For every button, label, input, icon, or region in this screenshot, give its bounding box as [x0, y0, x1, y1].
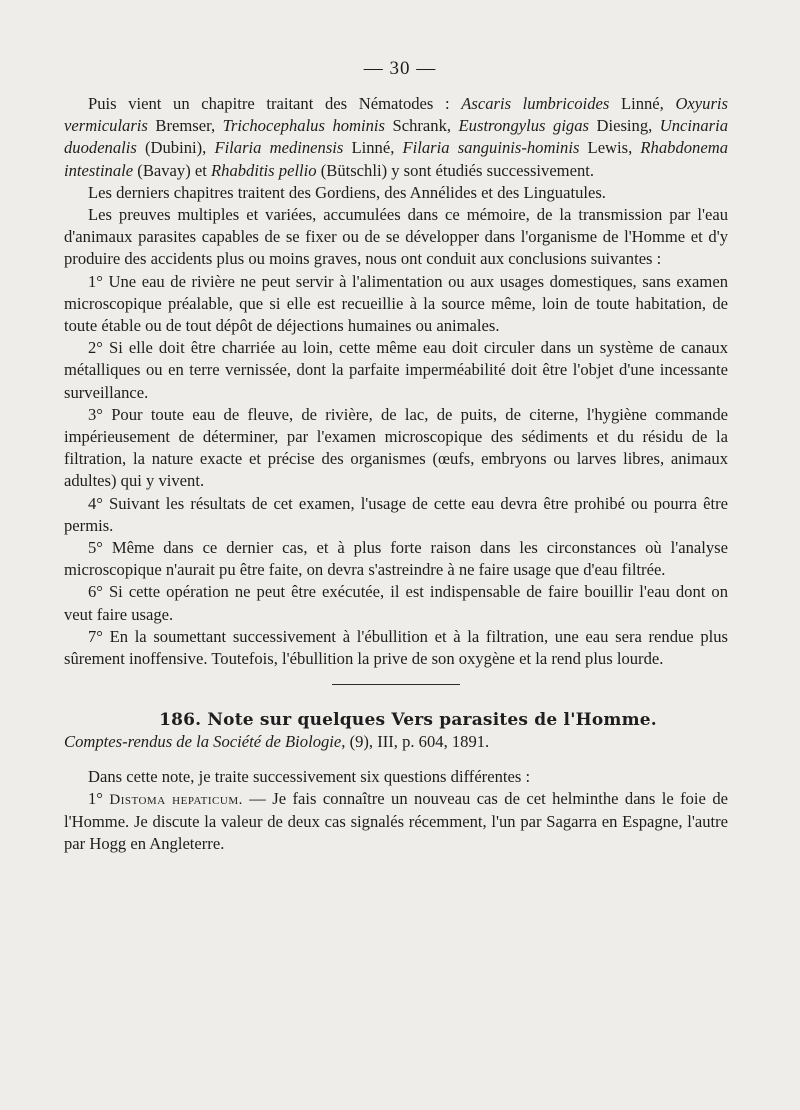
- conclusion-4: 4° Suivant les résultats de cet examen, l'usage de cette eau devra être prohibé ou pourra être permis.: [64, 493, 728, 535]
- conclusion-6: 6° Si cette opération ne peut être exécutée, il est indispensable de faire bouillir l'eau dont on veut faire usage.: [64, 582, 728, 624]
- final-chapters-paragraph: Les derniers chapitres traitent des Gordiens, des Annélides et des Linguatules.: [88, 182, 606, 202]
- conclusion-1: 1° Une eau de rivière ne peut servir à l'alimentation ou aux usages domestiques, sans examen microscopique préalable, que si elle est recueillie à la source même, loin de toute habitation, de toute étable ou de tout dépôt de déjections humaines ou animales.: [64, 271, 728, 336]
- page-number: — 30 —: [363, 58, 437, 79]
- conclusion-3: 3° Pour toute eau de fleuve, de rivière, de lac, de puits, de citerne, l'hygiène commande impérieusement de déterminer, par l'examen microscopique des sédiments et du résidu de la filtration, la nature exacte et précise des organismes (œufs, embryons ou larves libres, animaux adultes) qui y vivent.: [64, 404, 728, 491]
- section-divider: [332, 684, 460, 685]
- evidence-paragraph: Les preuves multiples et variées, accumulées dans ce mémoire, de la transmission par l'eau d'animaux parasites capables de se fixer ou de se développer dans l'organisme de l'Homme et d'y produire des accidents plus ou moins graves, nous ont conduit aux conclusions suivantes :: [64, 205, 728, 269]
- document-body: [64, 93, 728, 856]
- citation: Comptes-rendus de la Société de Biologie, (9), III, p. 604, 1891.: [64, 732, 490, 752]
- nematodes-paragraph: Puis vient un chapitre traitant des Nématodes : Ascaris lumbricoides Linné, Oxyuris vermicularis Bremser, Trichocephalus hominis Schrank, Eustrongylus gigas Diesing, Uncinaria duodenalis (Dubini), Filaria medinensis Linné, Filaria sanguinis-hominis Lewis, Rhabdonema intestinale (Bavay) et Rhabditis pellio (Bütschli) y sont étudiés successivement.: [64, 94, 728, 180]
- conclusion-5: 5° Même dans ce dernier cas, et à plus forte raison dans les circonstances où l'analyse microscopique n'aurait pu être faite, on devra s'astreindre à ne faire usage que d'eau filtrée.: [64, 538, 728, 580]
- section-heading: 186. Note sur quelques Vers parasites de l'Homme.: [159, 710, 657, 731]
- section-intro: Dans cette note, je traite successivement six questions différentes :: [88, 766, 531, 786]
- conclusion-2: 2° Si elle doit être charriée au loin, cette même eau doit circuler dans un système de canaux métalliques ou en terre vernissée, dont la parfaite imperméabilité doit être l'objet d'une incessante surveillance.: [64, 338, 728, 402]
- question-1: 1° Distoma hepaticum. — Je fais connaître un nouveau cas de cet helminthe dans le foie de l'Homme. Je discute la valeur de deux cas signalés récemment, l'un par Sagarra en Espagne, l'autre par Hogg en Angleterre.: [64, 788, 728, 854]
- conclusion-7: 7° En la soumettant successivement à l'ébullition et à la filtration, une eau sera rendue plus sûrement inoffensive. Toutefois, l'ébullition la prive de son oxygène et la rend plus lourde.: [64, 626, 728, 669]
